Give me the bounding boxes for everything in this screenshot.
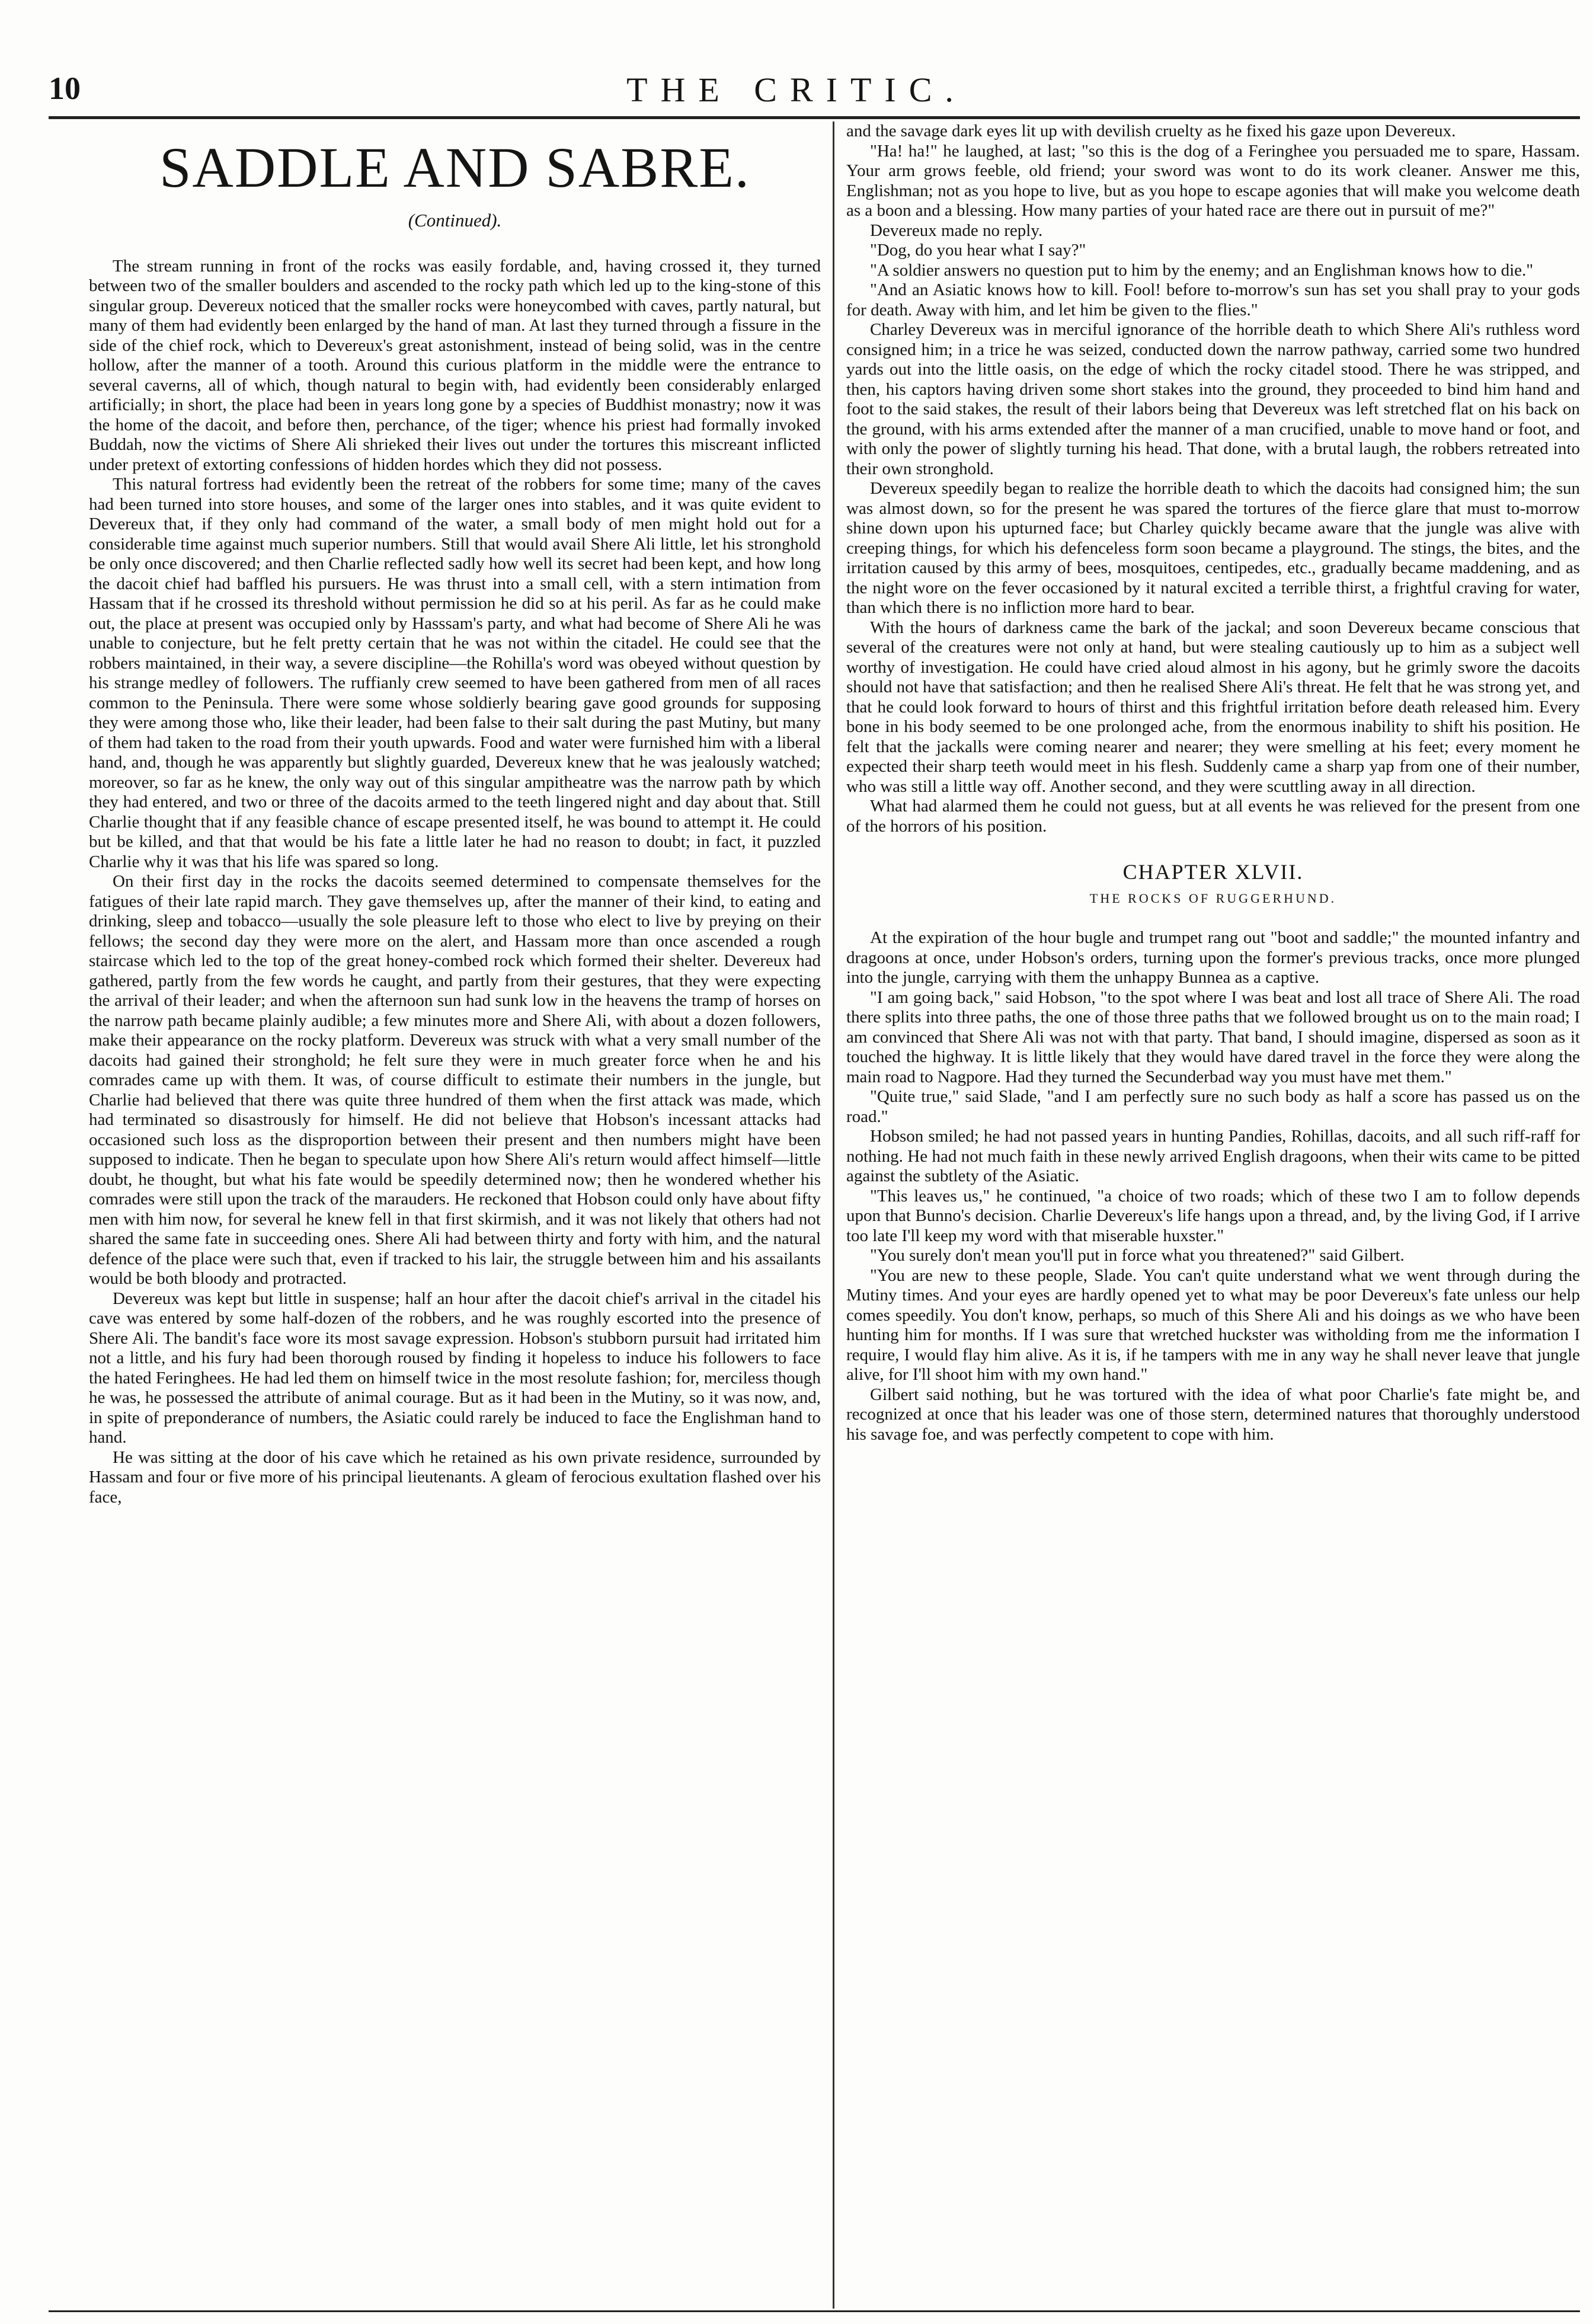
paragraph: What had alarmed them he could not guess, but at all events he was relieved for the present from one of the horrors of his position. <box>846 797 1580 836</box>
chapter-heading: CHAPTER XLVII. <box>1122 860 1304 884</box>
page-header <box>0 70 1593 111</box>
page-number: 10 <box>49 71 81 106</box>
paragraph: Gilbert said nothing, but he was tortured with the idea of what poor Charlie's fate might be, and recognized at once that his leader was one of those stern, determined natures that thoroughly understood his savage foe, and was perfectly competent to cope with him. <box>846 1385 1580 1444</box>
footer-rule <box>49 2310 1580 2312</box>
continued-note: (Continued). <box>408 210 502 231</box>
paragraph: On their first day in the rocks the dacoits seemed determined to compensate themselves for the fatigues of their late rapid march. They gave themselves up, after the manner of their kind, to eating and drinking, sleep and tobacco—usually the sole pleasure left to those who elect to live by preying on their fellows; the second day they were more on the alert, and Hassam more than once ascended a rough staircase which led to the top of the great honey-combed rock which formed their shelter. Devereux had gathered, partly from the few words he caught, and partly from their gestures, that they were expecting the arrival of their leader; and when the afternoon sun had sunk low in the heavens the tramp of horses on the narrow path became plainly audible; a few minutes more and Shere Ali, with about a dozen followers, make their appearance on the rocky platform. Devereux was struck with what a very small number of the dacoits had gained their stronghold; he felt sure they were in much greater force when he and his comrades came up with them. It was, of course difficult to estimate their numbers in the jungle, but Charlie had believed that there was quite three hundred of them when the first attack was made, which had terminated so disastrously for himself. He did not believe that Hobson's incessant attacks had occasioned such loss as the disproportion between their present and then numbers might have been supposed to indicate. Then he began to speculate upon how Shere Ali's return would affect himself—little doubt, he thought, but what his fate would be speedily determined now; then he wondered whether his comrades were still upon the track of the marauders. He reckoned that Hobson could only have about fifty men with him now, for several he knew fell in that first skirmish, and it was not likely that others had not shared the same fate in succeeding ones. Shere Ali had between thirty and forty with him, and the natural defence of the place were such that, even if tracked to his lair, the struggle between him and his assailants would be both bloody and protracted. <box>89 872 821 1288</box>
column-divider <box>833 122 834 2309</box>
running-title: THE CRITIC. <box>626 71 967 109</box>
right-column <box>846 122 1580 1444</box>
paragraph: "Quite true," said Slade, "and I am perfectly sure no such body as half a score has passed us on the road." <box>846 1087 1580 1126</box>
chapter-subtitle: THE ROCKS OF RUGGERHUND. <box>1089 890 1337 906</box>
paragraph: and the savage dark eyes lit up with devilish cruelty as he fixed his gaze upon Devereux. <box>846 122 1456 140</box>
paragraph: The stream running in front of the rocks was easily fordable, and, having crossed it, they turned between two of the smaller boulders and ascended to the rocky path which led up to the king-stone of this singular group. Devereux noticed that the smaller rocks were honeycombed with caves, partly natural, but many of them had evidently been enlarged by the hand of man. At last they turned through a fissure in the side of the chief rock, which to Devereux's great astonishment, instead of being solid, was in the centre hollow, after the manner of a tooth. Around this curious platform in the middle were the entrance to several caverns, all of which, though natural to begin with, had evidently been considerably enlarged artificially; in short, the place had been in years long gone by a species of Buddhist monastry; now it was the home of the dacoit, and before then, perchance, of the tiger; whence his priest had formally invoked Buddah, now the victims of Shere Ali shrieked their lives out under the tortures this miscreant inflicted under pretext of extorting confessions of hidden hordes which they did not possess. <box>89 256 821 474</box>
paragraph: "This leaves us," he continued, "a choice of two roads; which of these two I am to follow depends upon that Bunno's decision. Charlie Devereux's life hangs upon a thread, and, by the living God, if I arrive too late I'll keep my word with that miserable huxster." <box>846 1186 1580 1245</box>
header-rule <box>49 116 1580 119</box>
paragraph: "Ha! ha!" he laughed, at last; "so this is the dog of a Feringhee you persuaded me to spare, Hassam. Your arm grows feeble, old friend; your sword was wont to do its work cleaner. Answer me this, Englishman; not as you hope to live, but as you hope to escape agonies that will make you welcome death as a boon and a blessing. How many parties of your hated race are there out in pursuit of me?" <box>846 141 1580 220</box>
paragraph: "And an Asiatic knows how to kill. Fool! before to-morrow's sun has set you shall pray to your gods for death. Away with him, and let him be given to the flies." <box>846 280 1580 319</box>
paragraph: Devereux was kept but little in suspense; half an hour after the dacoit chief's arrival in the citadel his cave was entered by some half-dozen of the robbers, and he was roughly escorted into the presence of Shere Ali. The bandit's face wore its most savage expression. Hobson's stubborn pursuit had irritated him not a little, and his fury had been thorough roused by finding it hopeless to induce his followers to face the hated Feringhees. He had led them on himself twice in the most resolute fashion; for, merciless though he was, he possessed the attribute of animal courage. But as it had been in the Mutiny, so it was now, and, in spite of preponderance of numbers, the Asiatic could rarely be induced to face the Englishman hand to hand. <box>89 1289 821 1447</box>
paragraph: "Dog, do you hear what I say?" <box>870 241 1086 260</box>
paragraph: "A soldier answers no question put to him by the enemy; and an Englishman knows how to die." <box>870 260 1534 280</box>
paragraph: This natural fortress had evidently been the retreat of the robbers for some time; many of the caves had been turned into store houses, and some of the larger ones into stables, and it was quite evident to Devereux that, if they only had command of the water, a small body of men might hold out for a considerable time against much superior numbers. Still that would avail Shere Ali little, let his stronghold be only once discovered; and then Charlie reflected sadly how well its secret had been kept, and how long the dacoit chief had baffled his pursuers. He was thrust into a small cell, with a stern intimation from Hassam that if he crossed its threshold without permission he did so at his peril. As far as he could make out, the place at present was occupied only by Hasssam's party, and what had become of Shere Ali he was unable to conjecture, but he felt pretty certain that he was not within the citadel. He could see that the robbers maintained, in their way, a severe discipline—the Rohilla's word was obeyed without question by his strange medley of followers. The ruffianly crew seemed to have been gathered from men of all races common to the Peninsula. There were some whose soldierly bearing gave good grounds for supposing they were among those who, like their leader, had been false to their salt during the past Mutiny, but many of them had taken to the road from their youth upwards. Food and water were furnished him with a liberal hand, and, though he was apparently but slightly guarded, Devereux knew that he was jealously watched; moreover, so far as he knew, the only way out of this singular ampitheatre was the narrow path by which they had entered, and two or three of the dacoits armed to the teeth lingered night and day about that. Still Charlie thought that if any feasible chance of escape presented itself, he was bound to attempt it. He could but be killed, and that that would be his fate a little later he had no reason to doubt; in fact, it puzzled Charlie why it was that his life was spared so long. <box>89 475 821 871</box>
left-column <box>89 122 821 1507</box>
paragraph: "I am going back," said Hobson, "to the spot where I was beat and lost all trace of Shere Ali. The road there splits into three paths, the one of those three paths that we followed brought us on to the main road; I am convinced that Shere Ali was not with that party. That band, I should imagine, dispersed as soon as it touched the highway. It is little likely that they would have dared travel in the force they were along the main road to Nagpore. Had they turned the Secunderbad way you must have met them." <box>846 987 1580 1086</box>
paragraph: "You are new to these people, Slade. You can't quite understand what we went through during the Mutiny times. And your eyes are hardly opened yet to what may be poor Devereux's fate unless our help comes speedily. You don't know, perhaps, so much of this Shere Ali and his doings as we who have been hunting him for months. If I was sure that wretched huckster was witholding from me the information I require, I would flay him alive. As it is, if he tampers with me in any way he shall never leave that jungle alive, for I'll shoot him with my own hand." <box>846 1265 1580 1384</box>
article-title: SADDLE AND SABRE. <box>159 136 750 199</box>
paragraph: With the hours of darkness came the bark of the jackal; and soon Devereux became conscious that several of the creatures were not only at hand, but were stealing cautiously up to him as a subject well worthy of investigation. He could have cried aloud almost in his agony, but he grimly swore the dacoits should not have that satisfaction; and then he realised Shere Ali's threat. He felt that he was strong yet, and that he could look forward to hours of thirst and this frightful irritation before death released him. Every bone in his body seemed to be one prolonged ache, from the enormous inability to shift his position. He felt that the jackalls were coming nearer and nearer; they were smelling at his feet; every moment he expected their sharp teeth would meet in his flesh. Suddenly came a sharp yap from one of their number, who was still a little way off. Another second, and they were scuttling away in all direction. <box>846 618 1580 796</box>
paragraph: Devereux made no reply. <box>870 220 1043 240</box>
paragraph: Devereux speedily began to realize the horrible death to which the dacoits had consigned him; the sun was almost down, so for the present he was spared the tortures of the fierce glare that must to-morrow shine down upon his upturned face; but Charley quickly became aware that the jungle was alive with creeping things, for which his defenceless form soon became a playground. The stings, the bites, and the irritation caused by this army of bees, mosquitoes, centipedes, etc., gradually became maddening, and as the night wore on the fever occasioned by it natural excited a terrible thirst, a frightful craving for water, than which there is no infliction more hard to bear. <box>846 479 1580 617</box>
paragraph: Hobson smiled; he had not passed years in hunting Pandies, Rohillas, dacoits, and all such riff-raff for nothing. He had not much faith in these newly arrived English dragoons, when their wits came to be pitted against the subtlety of the Asiatic. <box>846 1127 1580 1185</box>
paragraph: "You surely don't mean you'll put in force what you threatened?" said Gilbert. <box>870 1246 1405 1265</box>
paragraph: He was sitting at the door of his cave which he retained as his own private residence, surrounded by Hassam and four or five more of his principal lieutenants. A gleam of ferocious exultation flashed over his face, <box>89 1447 821 1507</box>
paragraph: Charley Devereux was in merciful ignorance of the horrible death to which Shere Ali's ruthless word consigned him; in a trice he was seized, conducted down the narrow pathway, carried some two hundred yards out into the little oasis, on the edge of which the rocky citadel stood. There he was stripped, and then, his captors having driven some short stakes into the ground, they proceeded to bind him hand and foot to the said stakes, the result of their labors being that Devereux was left stretched flat on his back on the ground, with his arms extended after the manner of a man crucified, unable to move hand or foot, and with only the power of slightly turning his head. That done, with a brutal laugh, the robbers retreated into their own stronghold. <box>846 320 1580 478</box>
paragraph: At the expiration of the hour bugle and trumpet rang out "boot and saddle;" the mounted infantry and dragoons at once, under Hobson's orders, turning upon the former's previous tracks, once more plunged into the jungle, carrying with them the unhappy Bunnea as a captive. <box>846 928 1580 987</box>
